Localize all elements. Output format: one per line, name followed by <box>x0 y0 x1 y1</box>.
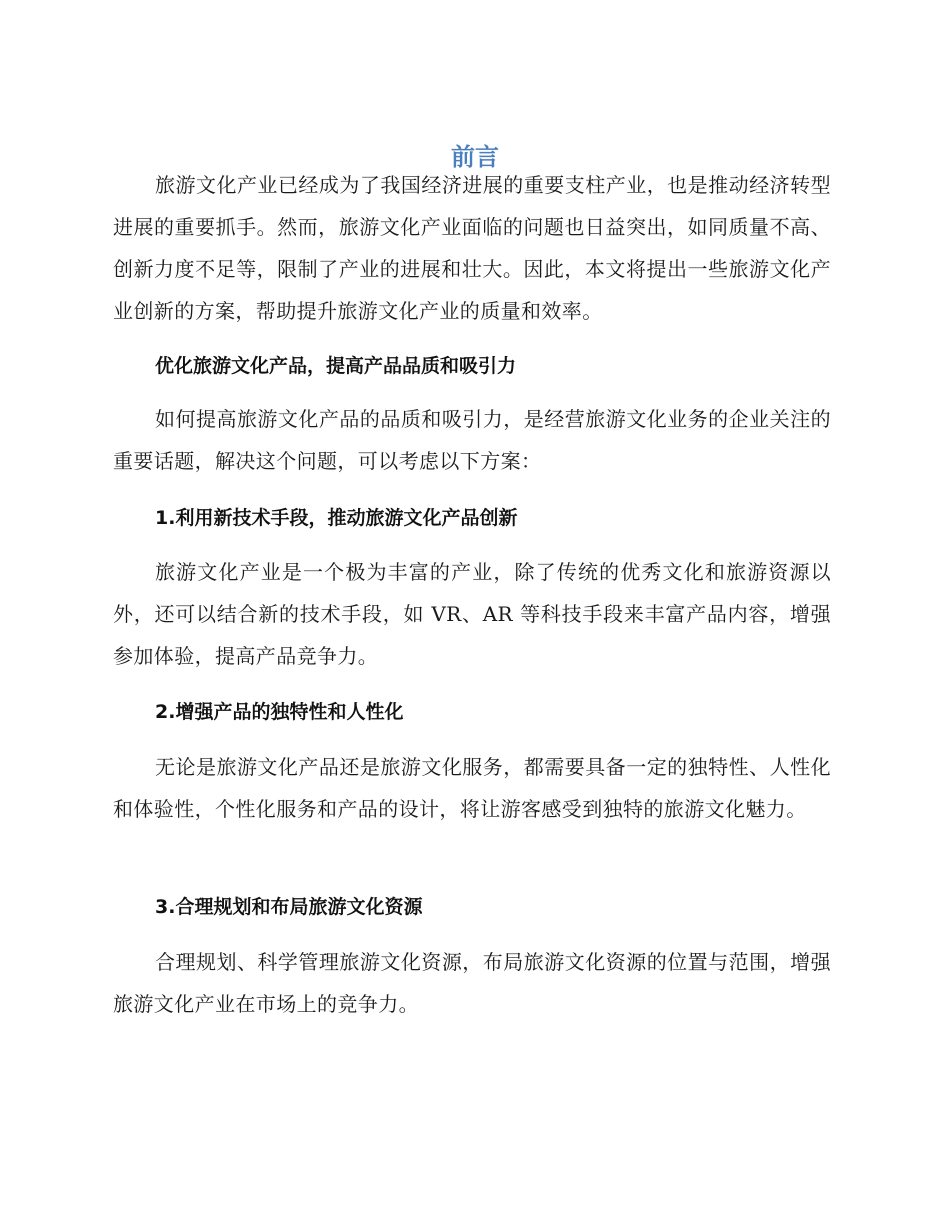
section-intro-paragraph: 如何提高旅游文化产品的品质和吸引力，是经营旅游文化业务的企业关注的重要话题，解决这个问题，可以考虑以下方案： <box>113 407 831 473</box>
item-1-body: 旅游文化产业是一个极为丰富的产业，除了传统的优秀文化和旅游资源以外，还可以结合新的技术手段，如 VR、AR 等科技手段来丰富产品内容，增强参加体验，提高产品竞争力。 <box>113 560 831 668</box>
item-3-heading: 3.合理规划和布局旅游文化资源 <box>155 896 423 918</box>
section-heading: 优化旅游文化产品，提高产品品质和吸引力 <box>155 355 517 377</box>
item-2-heading: 2.增强产品的独特性和人性化 <box>155 701 404 723</box>
intro-paragraph: 旅游文化产业已经成为了我国经济进展的重要支柱产业，也是推动经济转型进展的重要抓手。然而，旅游文化产业面临的问题也日益突出，如同质量不高、创新力度不足等，限制了产业的进展和壮大。因此，本文将提出一些旅游文化产业创新的方案，帮助提升旅游文化产业的质量和效率。 <box>113 173 831 323</box>
item-2-body: 无论是旅游文化产品还是旅游文化服务，都需要具备一定的独特性、人性化和体验性，个性化服务和产品的设计，将让游客感受到独特的旅游文化魅力。 <box>113 755 831 821</box>
page-title: 前言 <box>451 143 499 172</box>
item-3-body: 合理规划、科学管理旅游文化资源，布局旅游文化资源的位置与范围，增强旅游文化产业在市场上的竞争力。 <box>113 950 831 1016</box>
item-1-heading: 1.利用新技术手段，推动旅游文化产品创新 <box>155 507 518 529</box>
